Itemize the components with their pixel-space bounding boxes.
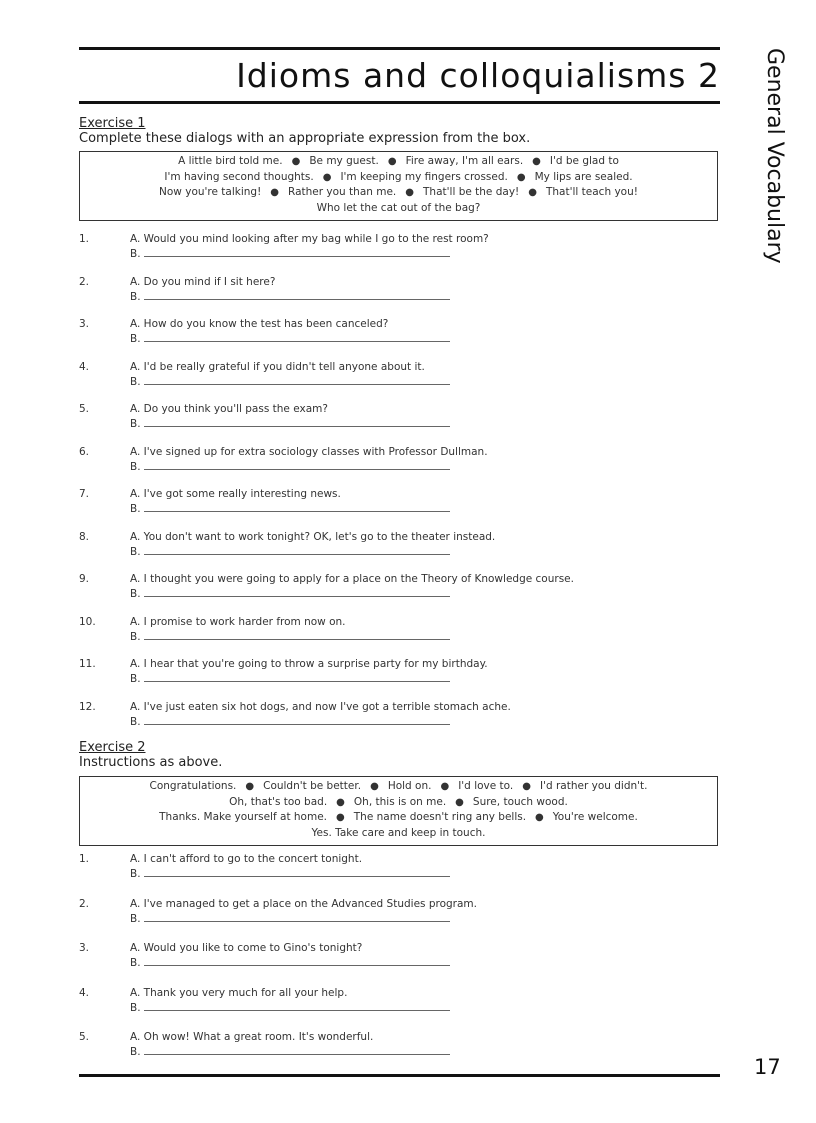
speaker-b-answer-line — [130, 502, 450, 515]
exercise2-instruction: Instructions as above. — [79, 755, 223, 770]
expression-box-line — [84, 185, 713, 201]
speaker-a-line: A. I've managed to get a place on the Advanced Studies program. — [130, 897, 477, 910]
speaker-a-line: A. I've just eaten six hot dogs, and now I've got a terrible stomach ache. — [130, 700, 511, 713]
speaker-b-answer-line — [130, 290, 450, 303]
speaker-b-answer-line — [130, 545, 450, 558]
speaker-a-line: A. I can't afford to go to the concert tonight. — [130, 853, 363, 865]
page-title: Idioms and colloquialisms 2 — [236, 56, 720, 95]
answer-blank[interactable] — [144, 956, 450, 966]
dialog-item — [79, 276, 719, 308]
item-number: 9. — [79, 573, 90, 585]
speaker-b-label: B. — [130, 588, 141, 600]
expression-phrase: I'd love to. — [458, 780, 514, 792]
bullet-icon: ● — [516, 171, 526, 183]
expression-box-line — [84, 810, 713, 826]
dialog-item — [79, 616, 719, 648]
item-number: 3. — [79, 318, 90, 330]
answer-blank[interactable] — [144, 630, 450, 640]
item-number: 4. — [79, 360, 90, 373]
expression-phrase: That'll teach you! — [545, 186, 638, 198]
answer-blank[interactable] — [144, 247, 450, 257]
speaker-b-label: B. — [130, 333, 141, 345]
bullet-icon: ● — [270, 187, 280, 198]
bullet-icon: ● — [291, 156, 301, 167]
bullet-icon: ● — [455, 796, 464, 808]
bullet-icon: ● — [245, 781, 255, 792]
speaker-a-line: A. You don't want to work tonight? OK, let's go to the theater instead. — [130, 530, 496, 543]
expression-box-line — [84, 201, 713, 217]
speaker-b-label: B. — [130, 630, 141, 643]
bullet-icon: ● — [528, 187, 537, 198]
expression-phrase: I'm keeping my fingers crossed. — [340, 170, 508, 183]
expression-box-line — [84, 826, 713, 842]
expression-box-line — [84, 154, 713, 170]
dialog-item — [79, 446, 719, 478]
bullet-icon: ● — [532, 156, 541, 167]
dialog-item — [79, 853, 719, 885]
expression-phrase: Thanks. Make yourself at home. — [159, 811, 328, 823]
speaker-b-label: B. — [130, 290, 141, 303]
speaker-b-label: B. — [130, 673, 141, 685]
expression-phrase: Now you're talking! — [159, 186, 262, 198]
speaker-a-line: A. How do you know the test has been canceled? — [130, 318, 389, 330]
item-number: 7. — [79, 488, 90, 500]
bullet-icon: ● — [440, 781, 450, 792]
speaker-a-line: A. I thought you were going to apply for a place on the Theory of Knowledge course. — [130, 573, 574, 585]
answer-blank[interactable] — [144, 587, 450, 597]
speaker-a-line: A. Do you mind if I sit here? — [130, 275, 276, 288]
speaker-a-line: A. I hear that you're going to throw a surprise party for my birthday. — [130, 658, 488, 670]
expression-phrase: Oh, that's too bad. — [229, 795, 328, 808]
bullet-icon: ● — [370, 781, 379, 792]
page-number: 17 — [754, 1055, 781, 1079]
speaker-b-answer-line — [130, 672, 450, 685]
exercise1-heading: Exercise 1 — [79, 116, 146, 131]
dialog-item — [79, 531, 719, 563]
expression-phrase: Hold on. — [387, 780, 432, 792]
dialog-item — [79, 658, 719, 690]
speaker-a-line: A. Would you like to come to Gino's tonight? — [130, 942, 363, 954]
top-rule — [79, 47, 720, 50]
speaker-b-label: B. — [130, 868, 141, 880]
item-number: 4. — [79, 986, 90, 999]
item-number: 6. — [79, 445, 90, 458]
expression-phrase: Yes. Take care and keep in touch. — [311, 826, 486, 839]
speaker-b-answer-line — [130, 715, 450, 728]
speaker-a-line: A. I've signed up for extra sociology classes with Professor Dullman. — [130, 445, 488, 458]
exercise1-expression-box — [79, 151, 718, 221]
expression-phrase: Couldn't be better. — [263, 780, 362, 792]
speaker-b-label: B. — [130, 418, 141, 430]
bullet-icon: ● — [522, 781, 531, 792]
speaker-b-label: B. — [130, 248, 141, 260]
expression-phrase: I'm having second thoughts. — [164, 170, 314, 183]
speaker-b-answer-line — [130, 587, 450, 600]
speaker-b-answer-line — [130, 1045, 450, 1058]
item-number: 11. — [79, 658, 96, 670]
answer-blank[interactable] — [144, 672, 450, 682]
bullet-icon: ● — [535, 812, 544, 823]
expression-phrase: You're welcome. — [552, 811, 638, 823]
exercise2-heading: Exercise 2 — [79, 740, 146, 755]
dialog-item — [79, 488, 719, 520]
speaker-b-label: B. — [130, 1046, 141, 1058]
answer-blank[interactable] — [144, 502, 450, 512]
title-rule — [79, 101, 720, 104]
expression-box-line — [84, 779, 713, 795]
answer-blank[interactable] — [144, 460, 450, 470]
expression-phrase: Sure, touch wood. — [472, 795, 568, 808]
answer-blank[interactable] — [144, 912, 450, 922]
bullet-icon: ● — [336, 812, 345, 823]
speaker-b-label: B. — [130, 912, 141, 925]
expression-phrase: Rather you than me. — [288, 186, 397, 198]
speaker-a-line: A. Thank you very much for all your help. — [130, 986, 348, 999]
expression-phrase: My lips are sealed. — [534, 170, 633, 183]
expression-phrase: I'd be glad to — [549, 155, 619, 167]
speaker-b-label: B. — [130, 715, 141, 728]
dialog-item — [79, 987, 719, 1019]
expression-phrase: Fire away, I'm all ears. — [405, 155, 524, 167]
dialog-item — [79, 318, 719, 350]
speaker-b-label: B. — [130, 503, 141, 515]
item-number: 2. — [79, 897, 90, 910]
dialog-item — [79, 701, 719, 733]
speaker-a-line: A. Oh wow! What a great room. It's wonderful. — [130, 1031, 374, 1043]
expression-phrase: Congratulations. — [149, 780, 237, 792]
expression-box-line — [84, 795, 713, 811]
expression-box-line — [84, 170, 713, 186]
item-number: 1. — [79, 853, 90, 865]
speaker-b-answer-line — [130, 460, 450, 473]
answer-blank[interactable] — [144, 332, 450, 342]
speaker-b-answer-line — [130, 630, 450, 643]
item-number: 2. — [79, 275, 90, 288]
side-section-label: General Vocabulary — [762, 48, 787, 264]
item-number: 8. — [79, 530, 90, 543]
answer-blank[interactable] — [144, 290, 450, 300]
bullet-icon: ● — [322, 171, 332, 183]
speaker-a-line: A. I promise to work harder from now on. — [130, 615, 346, 628]
expression-phrase: A little bird told me. — [178, 155, 283, 167]
item-number: 3. — [79, 942, 90, 954]
bottom-rule — [79, 1074, 720, 1077]
expression-phrase: The name doesn't ring any bells. — [353, 811, 527, 823]
item-number: 1. — [79, 233, 90, 245]
speaker-b-answer-line — [130, 247, 450, 260]
speaker-b-answer-line — [130, 912, 450, 925]
bullet-icon: ● — [405, 187, 415, 198]
answer-blank[interactable] — [144, 545, 450, 555]
speaker-b-label: B. — [130, 1001, 141, 1014]
dialog-item — [79, 898, 719, 930]
speaker-b-label: B. — [130, 375, 141, 388]
answer-blank[interactable] — [144, 715, 450, 725]
expression-phrase: Be my guest. — [309, 155, 379, 167]
bullet-icon: ● — [387, 156, 397, 167]
speaker-b-answer-line — [130, 867, 450, 880]
answer-blank[interactable] — [144, 375, 450, 385]
answer-blank[interactable] — [144, 417, 450, 427]
item-number: 10. — [79, 615, 96, 628]
speaker-b-answer-line — [130, 1001, 450, 1014]
speaker-a-line: A. Do you think you'll pass the exam? — [130, 403, 328, 415]
item-number: 5. — [79, 1031, 90, 1043]
expression-phrase: That'll be the day! — [423, 186, 520, 198]
bullet-icon: ● — [336, 796, 345, 808]
speaker-b-label: B. — [130, 545, 141, 558]
answer-blank[interactable] — [144, 867, 450, 877]
dialog-item — [79, 573, 719, 605]
speaker-a-line: A. I've got some really interesting news. — [130, 488, 341, 500]
dialog-item — [79, 403, 719, 435]
speaker-a-line: A. Would you mind looking after my bag while I go to the rest room? — [130, 233, 489, 245]
dialog-item — [79, 361, 719, 393]
speaker-b-answer-line — [130, 417, 450, 430]
answer-blank[interactable] — [144, 1045, 450, 1055]
speaker-b-label: B. — [130, 460, 141, 473]
speaker-b-answer-line — [130, 332, 450, 345]
expression-phrase: I'd rather you didn't. — [539, 780, 648, 792]
speaker-b-answer-line — [130, 956, 450, 969]
expression-phrase: Oh, this is on me. — [353, 795, 447, 808]
item-number: 12. — [79, 700, 96, 713]
expression-phrase: Who let the cat out of the bag? — [316, 201, 481, 214]
dialog-item — [79, 1031, 719, 1063]
exercise1-instruction: Complete these dialogs with an appropriate expression from the box. — [79, 131, 531, 146]
dialog-item — [79, 942, 719, 974]
speaker-a-line: A. I'd be really grateful if you didn't tell anyone about it. — [130, 360, 425, 373]
answer-blank[interactable] — [144, 1001, 450, 1011]
speaker-b-label: B. — [130, 957, 141, 969]
item-number: 5. — [79, 403, 90, 415]
dialog-item — [79, 233, 719, 265]
speaker-b-answer-line — [130, 375, 450, 388]
exercise2-expression-box — [79, 776, 718, 846]
